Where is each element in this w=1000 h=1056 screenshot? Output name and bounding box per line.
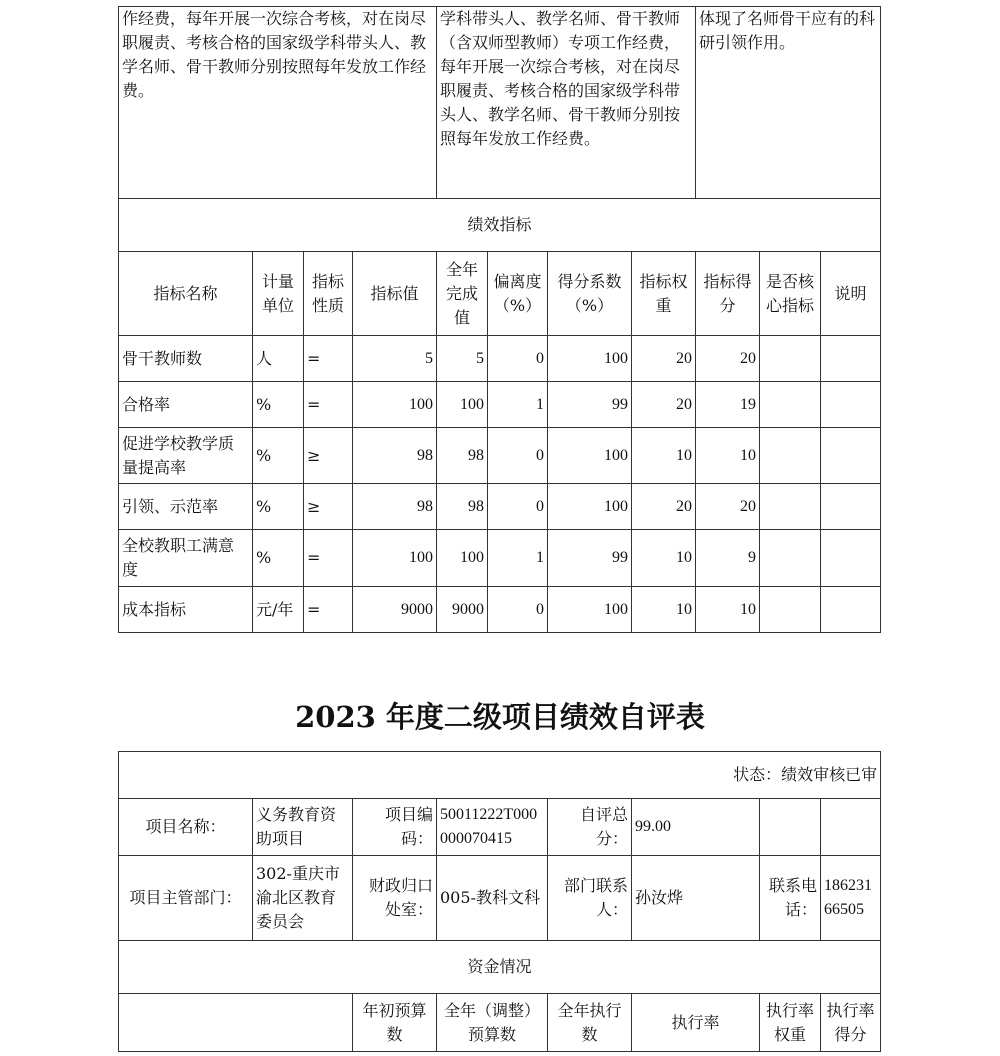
row-note: [821, 336, 881, 382]
row-core: [760, 587, 821, 633]
row-name: 合格率: [119, 382, 253, 428]
row-nature: =: [304, 382, 353, 428]
row-weight: 10: [632, 587, 696, 633]
row-score: 10: [696, 587, 760, 633]
row-name: 骨干教师数: [119, 336, 253, 382]
row-actual: 100: [437, 530, 488, 587]
funds-title-row: [119, 941, 881, 994]
department-row: [119, 856, 881, 941]
header-core: 是否核心指标: [760, 252, 821, 336]
row-core: [760, 484, 821, 530]
row-unit: %: [253, 530, 304, 587]
header-actual: 全年完成值: [437, 252, 488, 336]
row-coef: 99: [548, 382, 632, 428]
fund-header-initial: 年初预算数: [353, 994, 437, 1052]
status-text: 状态：绩效审核已审: [119, 752, 881, 799]
row-deviation: 0: [488, 587, 548, 633]
row-actual: 9000: [437, 587, 488, 633]
header-score: 指标得分: [696, 252, 760, 336]
header-deviation: 偏离度（%）: [488, 252, 548, 336]
row-actual: 5: [437, 336, 488, 382]
row-unit: %: [253, 484, 304, 530]
row-target: 9000: [353, 587, 437, 633]
dept-label: 项目主管部门：: [119, 856, 253, 941]
table-row: [119, 484, 881, 530]
fund-header-rate-weight: 执行率权重: [760, 994, 821, 1052]
row-actual: 100: [437, 382, 488, 428]
row-note: [821, 382, 881, 428]
row-name: 全校教职工满意度: [119, 530, 253, 587]
row-nature: =: [304, 336, 353, 382]
row-target: 98: [353, 428, 437, 484]
header-target: 指标值: [353, 252, 437, 336]
row-actual: 98: [437, 428, 488, 484]
row-score: 20: [696, 484, 760, 530]
project-info-table: [118, 751, 881, 1052]
row-target: 98: [353, 484, 437, 530]
row-coef: 100: [548, 336, 632, 382]
status-row: [119, 752, 881, 799]
table-row: [119, 336, 881, 382]
row-score: 9: [696, 530, 760, 587]
header-nature: 指标性质: [304, 252, 353, 336]
form-title: 2023 年度二级项目绩效自评表: [295, 700, 705, 734]
description-col1: 作经费，每年开展一次综合考核，对在岗尽职履责、考核合格的国家级学科带头人、教学名师、骨干教师分别按照每年发放工作经费。: [119, 7, 437, 199]
row-note: [821, 587, 881, 633]
project-code-label: 项目编码：: [353, 799, 437, 856]
row-nature: ≥: [304, 428, 353, 484]
fund-header-executed: 全年执行数: [548, 994, 632, 1052]
row-weight: 20: [632, 382, 696, 428]
row-note: [821, 428, 881, 484]
row-score: 20: [696, 336, 760, 382]
fund-header-rate-score: 执行率得分: [821, 994, 881, 1052]
contact-label: 部门联系人：: [548, 856, 632, 941]
row-name: 促进学校教学质量提高率: [119, 428, 253, 484]
performance-section-title: 绩效指标: [119, 199, 881, 252]
empty-cell: [119, 994, 353, 1052]
dept-value: 302-重庆市渝北区教育委员会: [253, 856, 353, 941]
row-deviation: 0: [488, 484, 548, 530]
row-core: [760, 530, 821, 587]
contact-value: 孙汝烨: [632, 856, 760, 941]
project-name-row: [119, 799, 881, 856]
row-unit: 元/年: [253, 587, 304, 633]
row-note: [821, 484, 881, 530]
finance-value: 005-教科文科: [437, 856, 548, 941]
phone-value: 18623166505: [821, 856, 881, 941]
empty-cell: [821, 799, 881, 856]
row-score: 10: [696, 428, 760, 484]
description-row: [119, 7, 881, 199]
table-row: [119, 428, 881, 484]
self-score-label: 自评总分：: [548, 799, 632, 856]
row-score: 19: [696, 382, 760, 428]
row-core: [760, 382, 821, 428]
header-row: [119, 252, 881, 336]
row-weight: 10: [632, 428, 696, 484]
project-code-value: 50011222T000000070415: [437, 799, 548, 856]
row-actual: 98: [437, 484, 488, 530]
row-coef: 99: [548, 530, 632, 587]
table-row: [119, 587, 881, 633]
header-weight: 指标权重: [632, 252, 696, 336]
finance-label: 财政归口处室：: [353, 856, 437, 941]
row-name: 引领、示范率: [119, 484, 253, 530]
phone-label: 联系电话：: [760, 856, 821, 941]
row-unit: %: [253, 428, 304, 484]
self-score-value: 99.00: [632, 799, 760, 856]
description-col2: 学科带头人、教学名师、骨干教师（含双师型教师）专项工作经费，每年开展一次综合考核，对在岗尽职履责、考核合格的国家级学科带头人、教学名师、骨干教师分别按照每年发放工作经费。: [437, 7, 696, 199]
row-deviation: 0: [488, 336, 548, 382]
row-core: [760, 336, 821, 382]
funds-header-row: [119, 994, 881, 1052]
row-coef: 100: [548, 587, 632, 633]
description-col3: 体现了名师骨干应有的科研引领作用。: [696, 7, 881, 199]
row-nature: =: [304, 530, 353, 587]
table-row: [119, 530, 881, 587]
project-name-label: 项目名称：: [119, 799, 253, 856]
table-row: [119, 382, 881, 428]
empty-cell: [760, 799, 821, 856]
header-unit: 计量单位: [253, 252, 304, 336]
row-deviation: 1: [488, 382, 548, 428]
row-target: 100: [353, 382, 437, 428]
row-deviation: 1: [488, 530, 548, 587]
section-title-row: [119, 199, 881, 252]
fund-header-adjusted: 全年（调整）预算数: [437, 994, 548, 1052]
row-weight: 20: [632, 484, 696, 530]
row-coef: 100: [548, 484, 632, 530]
funds-section-title: 资金情况: [119, 941, 881, 994]
row-name: 成本指标: [119, 587, 253, 633]
row-unit: %: [253, 382, 304, 428]
row-target: 100: [353, 530, 437, 587]
row-coef: 100: [548, 428, 632, 484]
project-name-value: 义务教育资助项目: [253, 799, 353, 856]
row-weight: 20: [632, 336, 696, 382]
header-note: 说明: [821, 252, 881, 336]
row-nature: ≥: [304, 484, 353, 530]
row-target: 5: [353, 336, 437, 382]
row-nature: =: [304, 587, 353, 633]
row-note: [821, 530, 881, 587]
row-weight: 10: [632, 530, 696, 587]
row-unit: 人: [253, 336, 304, 382]
fund-header-rate: 执行率: [632, 994, 760, 1052]
header-name: 指标名称: [119, 252, 253, 336]
row-deviation: 0: [488, 428, 548, 484]
row-core: [760, 428, 821, 484]
header-coef: 得分系数（%）: [548, 252, 632, 336]
performance-table: [118, 6, 881, 633]
